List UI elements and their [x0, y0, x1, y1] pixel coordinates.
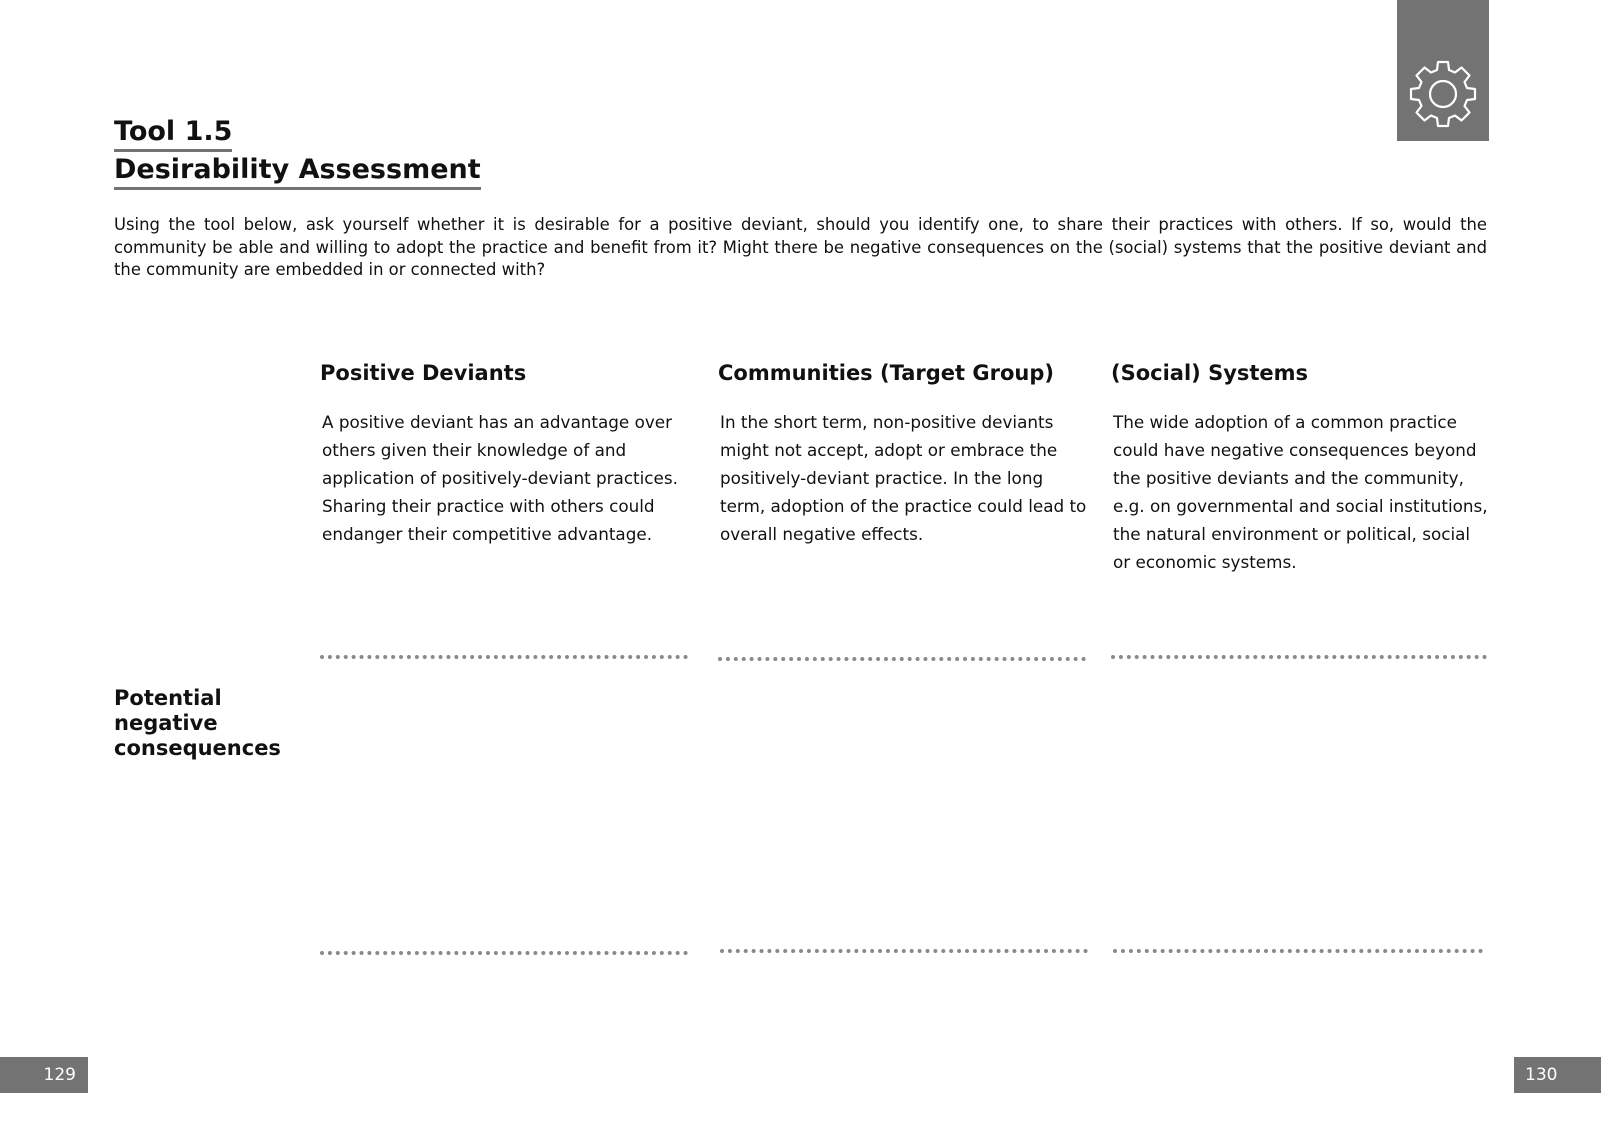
column-description-social-systems: The wide adoption of a common practice could have negative consequences beyond the positive deviants and the community, e.g. on governmental and social institutions, the natural environment or political, social or economic systems. [1113, 412, 1488, 572]
column-heading-social-systems: (Social) Systems [1111, 361, 1309, 385]
column-description-positive-deviants: A positive deviant has an advantage over others given their knowledge of and application of positively-deviant practices. Sharing their practice with others could endanger their competitive advantage. [322, 412, 678, 544]
row-label-line-2: negative [114, 711, 218, 735]
dotted-divider-top-1 [320, 655, 688, 659]
row-label-line-1: Potential [114, 686, 222, 710]
column-description-communities: In the short term, non-positive deviants might not accept, adopt or embrace the positively-deviant practice. In the long term, adoption of the practice could lead to overall negative effects. [720, 412, 1087, 544]
tool-number: Tool 1.5 [114, 115, 232, 152]
page-number-left: 129 [0, 1057, 88, 1093]
dotted-divider-bottom-3 [1113, 949, 1483, 953]
row-label-line-3: consequences [114, 736, 281, 760]
intro-paragraph: Using the tool below, ask yourself whether it is desirable for a positive deviant, should you identify one, to share their practices with others. If so, would the community be able and willing to adopt the practice and benefit from it? Might there be negative consequences on the (social) systems that the positive deviant and the community are embedded in or connected with? [114, 215, 1487, 279]
dotted-divider-bottom-1 [320, 951, 688, 955]
tool-name: Desirability Assessment [114, 153, 481, 190]
dotted-divider-top-2 [718, 657, 1086, 661]
gear-icon-box [1397, 0, 1489, 141]
gear-icon [1407, 58, 1479, 130]
page-number-right: 130 [1514, 1057, 1601, 1093]
column-heading-positive-deviants: Positive Deviants [320, 361, 527, 385]
dotted-divider-bottom-2 [720, 949, 1088, 953]
page-title [114, 114, 481, 190]
dotted-divider-top-3 [1111, 655, 1487, 659]
row-label-potential-negative-consequences [114, 686, 281, 761]
column-heading-communities: Communities (Target Group) [718, 361, 1054, 385]
